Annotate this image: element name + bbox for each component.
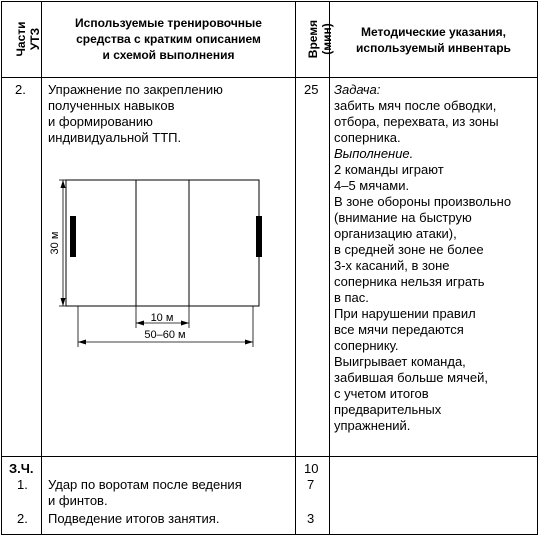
final-item-text [48,511,219,527]
header-parts-line1: Части [14,21,28,57]
note-line: 2 команды играют [334,162,444,177]
final-item-line: Подведение итогов занятия. [48,511,220,526]
final-item-number: 1. [17,477,28,492]
height-arrow-top [61,180,66,188]
header-time-line1: Время [306,19,320,59]
section-label: З.Ч. [9,461,34,476]
exercise-description [48,82,223,146]
final-item-time: 7 [307,477,315,492]
col-divider-1 [41,1,42,535]
width-arrow-left [78,340,86,345]
final-item-line: и финтов. [48,493,108,508]
final-item-line: Удар по воротам после ведения [48,477,242,492]
header-parts [14,0,42,78]
width-arrow-right [245,340,253,345]
note-line: отбора, перехвата, из зоны [334,114,499,129]
table-border-left [1,1,2,535]
note-line: соперника нельзя играть [334,274,485,289]
table-border-top [1,1,538,2]
header-parts-line2: УТЗ [28,27,42,51]
header-time [306,0,334,78]
header-means [42,15,295,63]
exercise-line: индивидуальной ТТП. [48,130,182,145]
note-line: 4–5 мячами. [334,178,410,193]
note-line: забить мяч после обводки, [334,98,497,113]
exercise-line: и формированию [48,114,153,129]
final-item-time: 3 [307,511,315,526]
final-item-text [48,477,242,509]
note-line: (внимание на быструю [334,210,472,225]
part-number: 2. [15,82,26,97]
note-line: предварительных [334,402,442,417]
note-line: в средней зоне не более [334,242,484,257]
header-notes-line2: используемый инвентарь [356,41,511,55]
note-line: сопернику. [334,338,399,353]
zone-label: 10 м [150,312,174,324]
note-line: Выигрывает команда, [334,354,466,369]
field-outline [66,180,259,306]
header-divider [1,77,538,78]
height-label: 30 м [49,231,61,255]
note-line: Задача: [334,82,381,97]
header-means-line1: Используемые тренировочные [75,16,262,30]
goal-right [256,216,262,257]
zone-arrow-left [136,321,144,326]
exercise-line: полученных навыков [48,98,175,113]
exercise-line: Упражнение по закреплению [48,82,223,97]
note-line: забившая больше мячей, [334,370,488,385]
methodical-notes [334,82,511,434]
note-line: 3-х касаний, в зоне [334,258,450,273]
header-means-line3: и схемой выполнения [102,48,235,62]
note-line: Выполнение. [334,146,414,161]
height-arrow-bottom [61,298,66,306]
note-line: упражнений. [334,418,411,433]
note-line: в пас. [334,290,369,305]
width-label: 50–60 м [144,329,186,341]
note-line: соперника. [334,130,401,145]
table-border-bottom [1,534,538,535]
header-time-line2: (мин) [320,23,334,55]
note-line: все мячи передаются [334,322,464,337]
goal-left [70,216,76,257]
zone-arrow-right [181,321,189,326]
table-border-right [537,1,538,535]
note-line: В зоне обороны произвольно [334,194,512,209]
field-diagram [45,165,305,365]
note-line: При нарушении правил [334,306,476,321]
row-divider [1,456,538,457]
note-line: с учетом итогов [334,386,429,401]
final-item-number: 2. [17,511,28,526]
col-divider-3 [329,1,330,535]
section-time: 10 [304,461,319,476]
header-means-line2: средства с кратким описанием [76,32,261,46]
header-notes [330,24,537,56]
header-notes-line1: Методические указания, [361,25,506,39]
note-line: организацию атаки), [334,226,457,241]
exercise-time: 25 [304,82,319,97]
